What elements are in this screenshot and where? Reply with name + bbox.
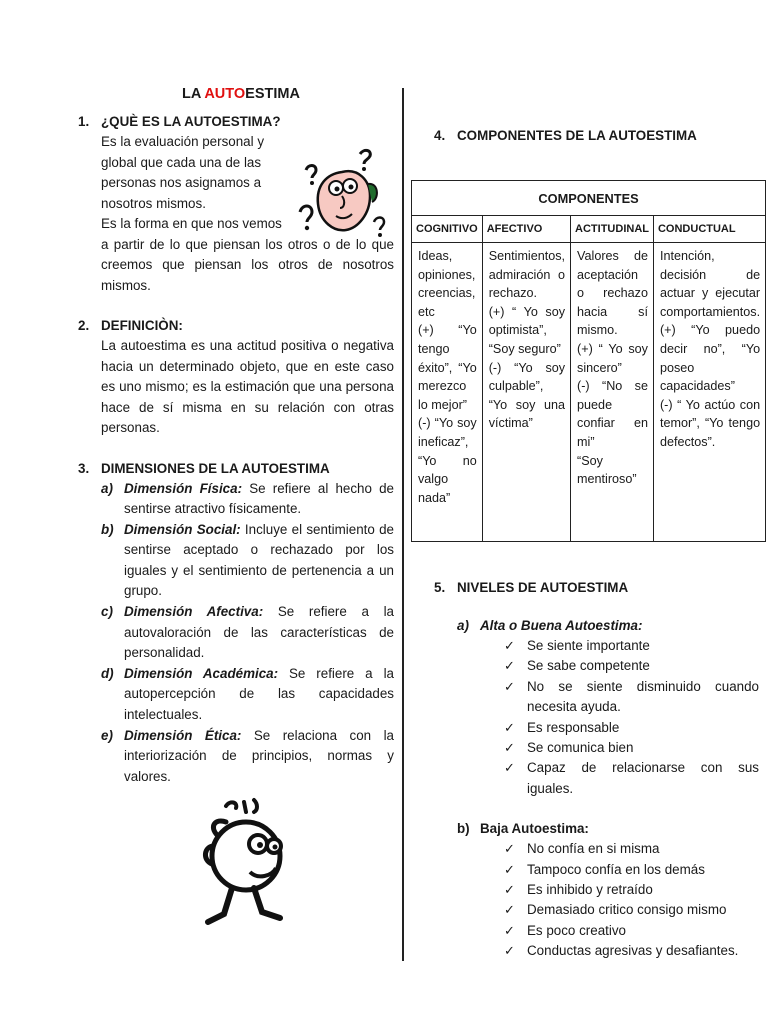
column-divider bbox=[402, 88, 404, 961]
dimension-item: d) Dimensión Académica: Se refiere a la autopercepción de las capacidades intelectuales. bbox=[101, 665, 394, 723]
list-item: ✓ Se comunica bien bbox=[504, 738, 759, 758]
alta-autoestima-list bbox=[504, 636, 759, 799]
running-cartoon-icon bbox=[196, 796, 301, 931]
list-item: ✓ Capaz de relacionarse con sus iguales. bbox=[504, 758, 759, 799]
column-header: COGNITIVO bbox=[412, 216, 483, 243]
section-2-paragraph: La autoestima es una actitud positiva o negativa hacia un determinado objeto, que en este caso es uno mismo; es la estimación que una persona hace de sí misma en su relación con otras personas. bbox=[101, 338, 394, 435]
section-5-heading: 5. NIVELES DE AUTOESTIMA bbox=[434, 580, 629, 595]
check-icon: ✓ bbox=[504, 943, 515, 959]
check-icon: ✓ bbox=[504, 902, 515, 918]
list-item: ✓ Se sabe competente bbox=[504, 656, 759, 676]
list-item: ✓ Demasiado critico consigo mismo bbox=[504, 900, 759, 920]
thinking-face-icon bbox=[298, 142, 388, 242]
components-table bbox=[411, 180, 766, 542]
list-item: ✓ Es poco creativo bbox=[504, 921, 759, 941]
dimensions-list bbox=[101, 479, 394, 788]
section-1-heading: 1. ¿QUÈ ES LA AUTOESTIMA? bbox=[78, 114, 281, 129]
list-item: ✓ Conductas agresivas y desafiantes. bbox=[504, 941, 759, 961]
list-item: ✓ No se siente disminuido cuando necesita ayuda. bbox=[504, 677, 759, 718]
list-item: ✓ Se siente importante bbox=[504, 636, 759, 656]
section-4-heading: 4. COMPONENTES DE LA AUTOESTIMA bbox=[434, 128, 697, 143]
column-header: CONDUCTUAL bbox=[653, 216, 765, 243]
table-row bbox=[412, 243, 766, 542]
table-header-row bbox=[412, 216, 766, 243]
dimension-item: c) Dimensión Afectiva: Se refiere a la autovaloración de las características de personalidad. bbox=[101, 604, 394, 661]
alta-autoestima-heading: a) Alta o Buena Autoestima: bbox=[457, 618, 643, 633]
table-cell-conductual: Intención, decisión de actuar y ejecutar comportamientos. (+) “Yo puedo decir no”, “Yo poseo capacidades” (-) “ Yo actúo con temor”, “Yo tengo defectos”. bbox=[653, 243, 765, 542]
section-2-heading: 2. DEFINICIÒN: bbox=[78, 318, 183, 333]
column-header: ACTITUDINAL bbox=[571, 216, 654, 243]
right-column bbox=[411, 126, 759, 962]
check-icon: ✓ bbox=[504, 922, 515, 938]
check-icon: ✓ bbox=[504, 658, 515, 674]
dimension-item: b) Dimensión Social: Incluye el sentimiento de sentirse aceptado o rechazado por los iguales y el sentimiento de pertenencia a un grupo. bbox=[101, 521, 394, 599]
check-icon: ✓ bbox=[504, 861, 515, 877]
check-icon: ✓ bbox=[504, 740, 515, 756]
check-icon: ✓ bbox=[504, 760, 515, 776]
dimension-item: e) Dimensión Ética: Se relaciona con la interiorización de principios, normas y valores. bbox=[101, 727, 394, 784]
check-icon: ✓ bbox=[504, 882, 515, 898]
table-title: COMPONENTES bbox=[412, 181, 766, 216]
table-cell-cognitivo: Ideas, opiniones, creencias, etc (+) “Yo tengo éxito”, “Yo merezco lo mejor” (-) “Yo soy ineficaz”, “Yo no valgo nada” bbox=[412, 243, 483, 542]
list-item: ✓ Es responsable bbox=[504, 718, 759, 738]
page-title: LA AUTOESTIMA bbox=[182, 86, 300, 102]
baja-autoestima-list bbox=[504, 839, 759, 961]
section-1-paragraph-1: Es la evaluación personal y global que cada una de las personas nos asignamos a nosotros mismos. Es la forma en que nos vemos bbox=[101, 134, 282, 231]
dimension-item: a) Dimensión Física: Se refiere al hecho de sentirse atractivo físicamente. bbox=[101, 480, 394, 517]
title-accent: AUTO bbox=[204, 86, 246, 102]
table-cell-afectivo: Sentimientos, admiración o rechazo. (+) “ Yo soy optimista”, “Soy seguro” (-) “Yo soy culpable”, “Yo soy una víctima” bbox=[482, 243, 570, 542]
check-icon: ✓ bbox=[504, 719, 515, 735]
section-1-paragraph-2: a partir de lo que piensan los otros o de lo que creemos que piensan los otros de nosotros mismos. bbox=[101, 236, 394, 293]
list-item: ✓ Tampoco confía en los demás bbox=[504, 860, 759, 880]
check-icon: ✓ bbox=[504, 841, 515, 857]
column-header: AFECTIVO bbox=[482, 216, 570, 243]
check-icon: ✓ bbox=[504, 638, 515, 653]
table-cell-actitudinal: Valores de aceptación o rechazo hacia sí mismo. (+) “ Yo soy sincero” (-) “No se puede confiar en mi” “Soy mentiroso” bbox=[571, 243, 654, 542]
baja-autoestima-heading: b) Baja Autoestima: bbox=[457, 821, 589, 837]
check-icon: ✓ bbox=[504, 678, 515, 694]
list-item: ✓ Es inhibido y retraído bbox=[504, 880, 759, 900]
section-3-heading: 3. DIMENSIONES DE LA AUTOESTIMA bbox=[78, 460, 330, 476]
list-item: ✓ No confía en si misma bbox=[504, 839, 759, 859]
